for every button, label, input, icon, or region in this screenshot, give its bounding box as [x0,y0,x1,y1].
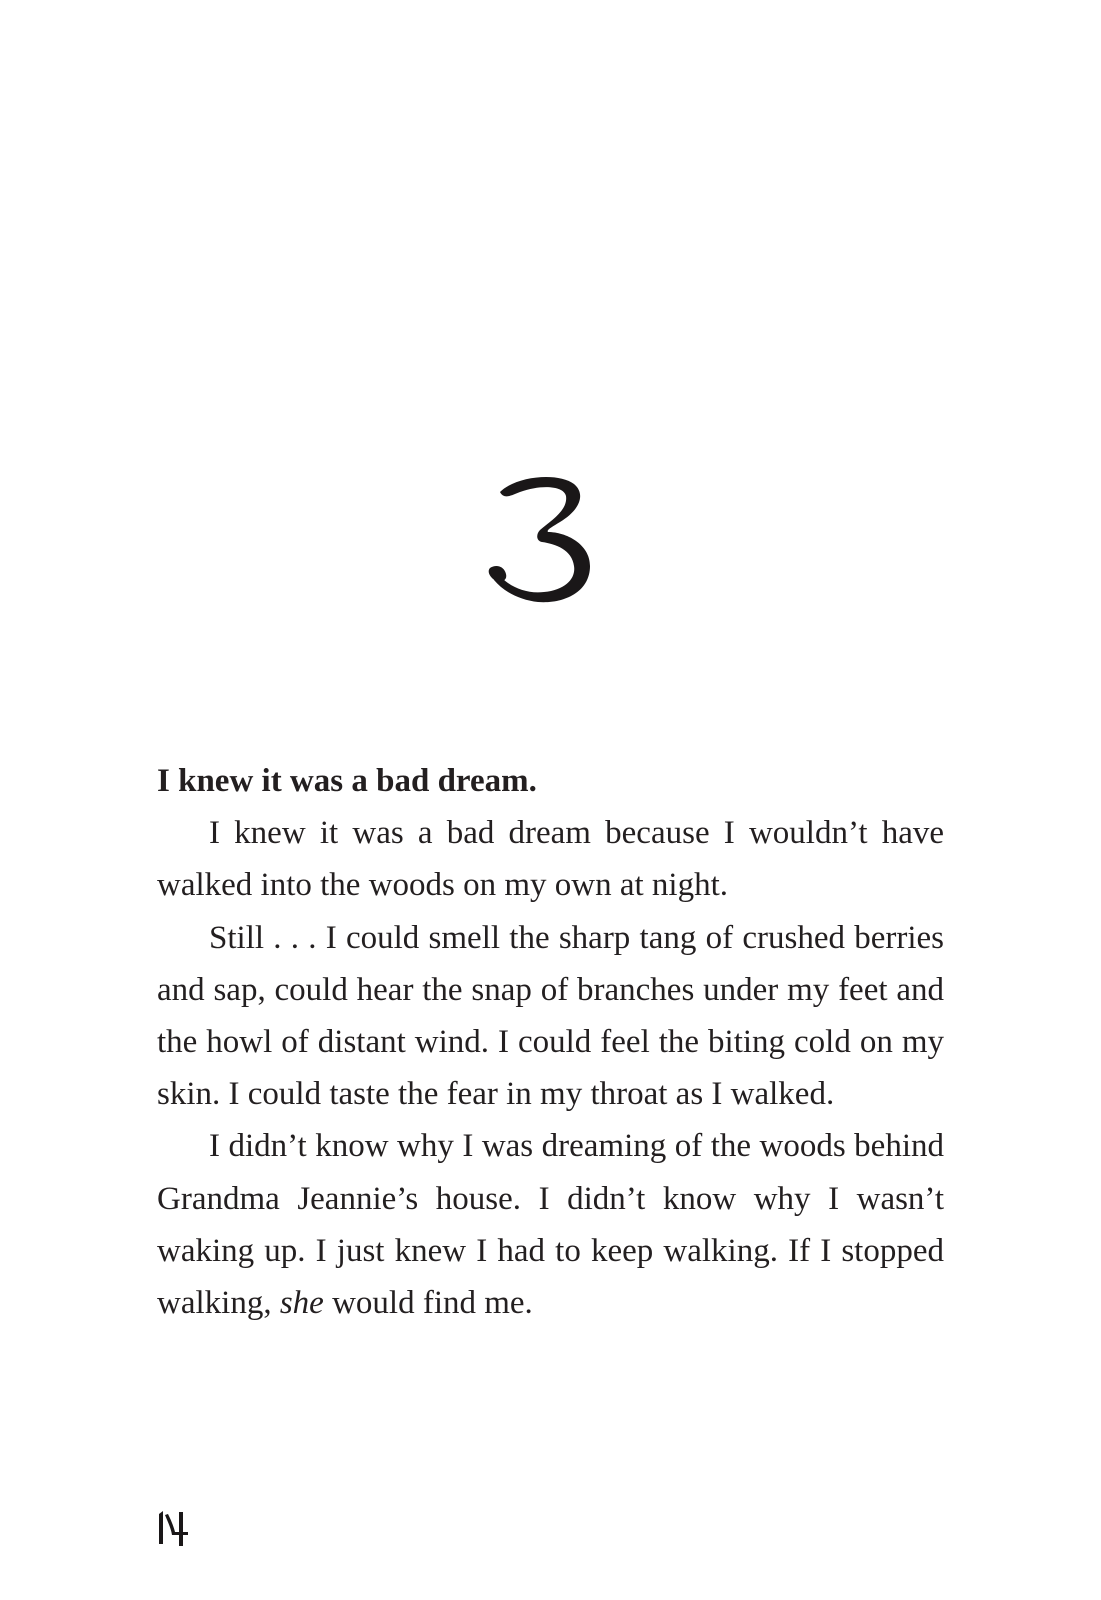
lead-sentence-text: I knew it was a bad dream. [157,763,537,799]
chapter-body [157,755,944,1329]
chapter-number [486,470,606,610]
paragraph-2: Still . . . I could smell the sharp tang of crushed berries and sap, could hear the snap of branches under my feet and the howl of distant wind. I could feel the biting cold on my skin. I could taste the fear in my throat as I walked. [157,919,944,1113]
paragraph-3-text-end: would find me. [323,1285,533,1322]
paragraph-1: I knew it was a bad dream because I wouldn’t have walked into the woods on my own at night. [157,815,944,904]
paragraph-3 [157,1120,944,1329]
page-number-brush-glyph [154,1508,194,1548]
page-number [154,1508,194,1548]
paragraph-3-italic-word: she [279,1285,324,1322]
chapter-number-brush-glyph [486,470,606,610]
paragraph-3-text-start: I didn’t know why I was dreaming of the woods behind Grandma Jeannie’s house. I didn’t know why I wasn’t waking up. I just knew I had to keep walking. If I stopped walking, [157,1128,944,1322]
lead-sentence [157,755,944,807]
